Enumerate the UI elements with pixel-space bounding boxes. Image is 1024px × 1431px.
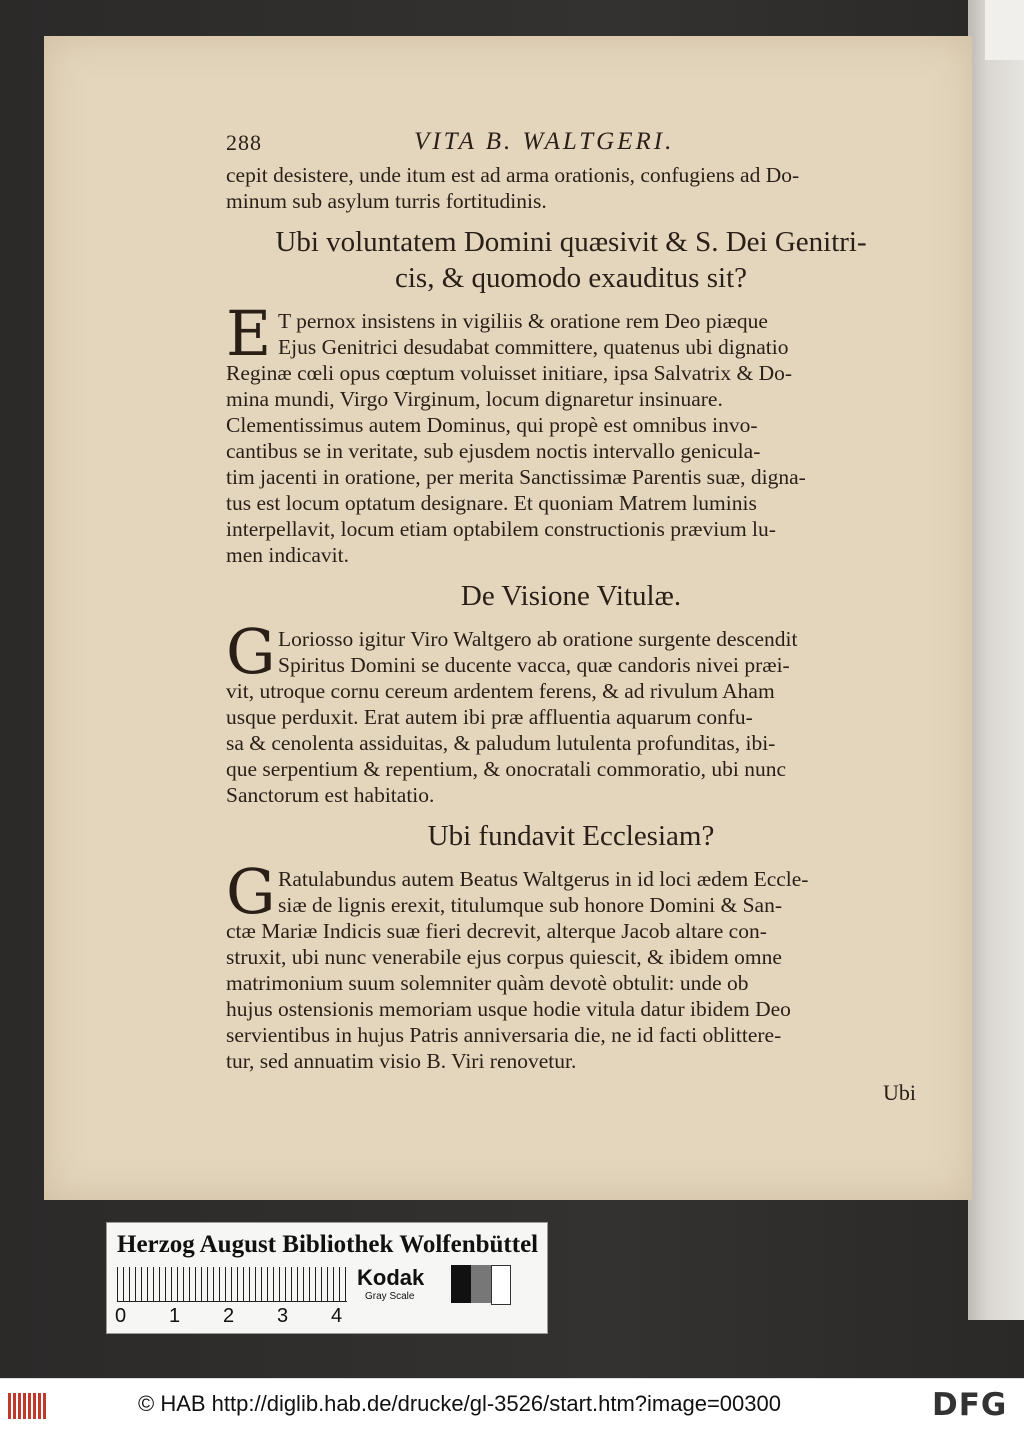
section-heading (226, 224, 916, 296)
paragraph (226, 615, 916, 808)
text-line: Sanctorum est habitatio. (226, 783, 435, 807)
dfg-logo: DFG (932, 1387, 1008, 1423)
ruler-number: 0 (115, 1305, 127, 1327)
copyright-link[interactable]: © HAB http://diglib.hab.de/drucke/gl-3526/start.htm?image=00300 (138, 1391, 781, 1416)
heading-line: Ubi fundavit Ecclesiam? (427, 820, 715, 852)
text-line: tus est locum optatum designare. Et quoniam Matrem luminis (226, 491, 757, 515)
ruler-number: 4 (331, 1305, 343, 1327)
section-heading (226, 818, 916, 854)
text-line: tim jacenti in oratione, per merita Sanctissimæ Parentis suæ, digna- (226, 465, 806, 489)
text-line: T pernox insistens in vigiliis & oratione rem Deo piæque (278, 309, 768, 333)
text-line: Spiritus Domini se ducente vacca, quæ candoris nivei præi- (278, 653, 790, 677)
adjacent-leaf (968, 0, 1024, 1320)
drop-cap: G (226, 615, 276, 688)
text-line: interpellavit, locum etiam optabilem constructionis prævium lu- (226, 517, 776, 541)
adjacent-leaf-corner (985, 0, 1024, 60)
text-line: mina mundi, Virgo Virginum, locum dignaretur insinuare. (226, 387, 723, 411)
ruler-number: 1 (169, 1305, 181, 1327)
gray-patch-white (491, 1265, 511, 1305)
gray-patch-mid (471, 1265, 491, 1303)
text-line: vit, utroque cornu cereum ardentem ferens, & ad rivulum Aham (226, 679, 775, 703)
text-line: matrimonium suum solemniter quàm devotè obtulit: unde ob (226, 971, 749, 995)
text-line: cantibus se in veritate, sub ejusdem noctis intervallo genicula- (226, 439, 761, 463)
text-line: Ratulabundus autem Beatus Waltgerus in id loci ædem Eccle- (278, 867, 809, 891)
kodak-subtitle: Gray Scale (365, 1291, 415, 1302)
text-line: Reginæ cœli opus cœptum voluisset initiare, ipsa Salvatrix & Do- (226, 361, 793, 385)
gray-patch-black (451, 1265, 471, 1303)
running-head (226, 128, 916, 162)
text-line: tur, sed annuatim visio B. Viri renovetur. (226, 1049, 577, 1073)
heading-line: De Visione Vitulæ. (460, 580, 682, 612)
text-line: Clementissimus autem Dominus, qui propè est omnibus invo- (226, 413, 758, 437)
heading-line: cis, & quomodo exauditus sit? (395, 262, 747, 294)
text-line: hujus ostensionis memoriam usque hodie vitula datur ibidem Deo (226, 997, 791, 1021)
paragraph (226, 297, 916, 568)
text-line: struxit, ubi nunc venerabile ejus corpus quiescit, & ibidem omne (226, 945, 782, 969)
drop-cap: G (226, 855, 276, 928)
barcode-icon (8, 1393, 46, 1419)
text-line: ctæ Mariæ Indicis suæ fieri decrevit, alterque Jacob altare con- (226, 919, 767, 943)
text-line: men indicavit. (226, 543, 349, 567)
text-line: usque perduxit. Erat autem ibi præ affluentia aquarum confu- (226, 705, 753, 729)
kodak-logo: Kodak (357, 1265, 425, 1290)
heading-line: Ubi voluntatem Domini quæsivit & S. Dei Genitri- (275, 226, 867, 258)
section-heading (226, 578, 916, 614)
book-page (44, 36, 972, 1200)
paragraph (226, 855, 916, 1074)
text-line: Ejus Genitrici desudabat committere, quatenus ubi dignatio (278, 335, 789, 359)
drop-cap: E (226, 297, 272, 370)
page-content (226, 128, 916, 1106)
text-line: siæ de lignis erexit, titulumque sub honore Domini & San- (278, 893, 783, 917)
text-line: cepit desistere, unde itum est ad arma orationis, confugiens ad Do- (226, 163, 800, 187)
text-line: sa & cenolenta assiduitas, & paludum lutulenta profunditas, ibi- (226, 731, 776, 755)
text-line: servientibus in hujus Patris anniversaria die, ne id facti oblittere- (226, 1023, 782, 1047)
footer-bar (0, 1378, 1024, 1431)
text-line: Loriosso igitur Viro Waltgero ab oratione surgente descendit (278, 627, 798, 651)
running-title: VITA B. WALTGERI. (414, 128, 675, 155)
color-reference-card (106, 1222, 548, 1334)
page-number: 288 (226, 130, 262, 155)
ruler-number: 3 (277, 1305, 289, 1327)
text-line: que serpentium & repentium, & onocratali commoratio, ubi nunc (226, 757, 787, 781)
ruler-number: 2 (223, 1305, 235, 1327)
ruler-scale (117, 1267, 347, 1302)
library-name: Herzog August Bibliothek Wolfenbüttel (117, 1231, 539, 1258)
opening-text (226, 162, 916, 214)
text-line: minum sub asylum turris fortitudinis. (226, 189, 547, 213)
catchword: Ubi (883, 1080, 916, 1105)
